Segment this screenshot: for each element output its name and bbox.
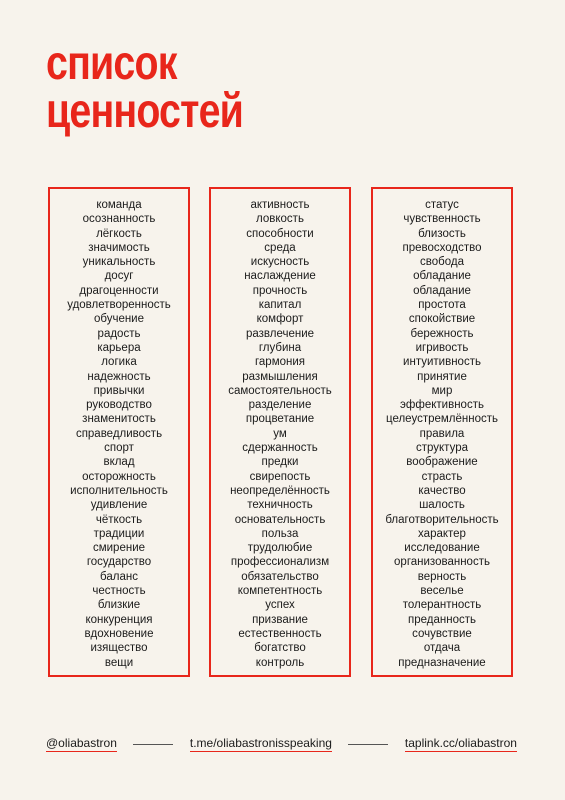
value-item: вещи	[104, 656, 134, 669]
values-list-2	[211, 198, 349, 670]
value-item: значимость	[88, 241, 150, 254]
value-item: профессионализм	[230, 556, 330, 569]
value-item: драгоценности	[79, 284, 159, 297]
value-item: развлечение	[245, 327, 315, 340]
value-item: толерантность	[402, 599, 482, 612]
value-item: спорт	[104, 442, 134, 455]
values-list-3	[373, 198, 511, 670]
value-item: капитал	[258, 299, 302, 312]
instagram-link[interactable]: @oliabastron	[46, 736, 117, 750]
value-item: руководство	[86, 399, 152, 412]
value-item: активность	[250, 199, 310, 211]
value-item: чёткость	[95, 513, 143, 526]
title-line-2: ценностей	[46, 85, 244, 138]
value-item: обладание	[413, 284, 471, 297]
value-item: процветание	[245, 413, 315, 426]
value-item: знаменитость	[82, 413, 156, 426]
value-item: ум	[273, 427, 287, 440]
value-item: надежность	[87, 370, 151, 383]
value-item: ловкость	[256, 213, 304, 226]
value-item: целеустремлённость	[386, 413, 498, 426]
value-item: обладание	[413, 270, 471, 283]
value-item: бережность	[410, 327, 474, 340]
value-item: воображение	[406, 456, 478, 469]
value-item: прочность	[252, 284, 308, 297]
value-item: предки	[261, 456, 299, 469]
value-item: страсть	[421, 470, 463, 483]
value-item: структура	[415, 442, 468, 455]
value-item: вдохновение	[84, 627, 154, 640]
value-item: трудолюбие	[247, 542, 313, 555]
value-item: обучение	[93, 313, 145, 326]
value-item: богатство	[254, 642, 306, 655]
value-item: успех	[265, 599, 295, 612]
value-item: спокойствие	[408, 313, 476, 326]
value-item: уникальность	[82, 256, 156, 269]
value-item: правила	[419, 427, 465, 440]
value-item: изящество	[90, 642, 148, 655]
value-item: благотворительность	[385, 513, 499, 526]
values-list-1	[50, 198, 188, 670]
value-item: шалость	[419, 499, 465, 512]
value-item: способности	[246, 227, 314, 240]
value-item: польза	[261, 527, 299, 540]
value-item: веселье	[420, 585, 464, 598]
value-item: статус	[425, 199, 459, 211]
value-item: предназначение	[398, 656, 486, 669]
value-item: досуг	[104, 270, 134, 283]
value-item: карьера	[97, 341, 141, 354]
value-item: конкуренция	[85, 613, 153, 626]
value-item: осознанность	[82, 213, 156, 226]
value-item: глубина	[258, 341, 302, 354]
value-item: чувственность	[403, 213, 481, 226]
value-item: призвание	[252, 613, 308, 626]
value-item: самостоятельность	[228, 384, 332, 397]
value-item: традиции	[93, 527, 145, 540]
footer	[46, 736, 517, 752]
value-item: контроль	[255, 656, 305, 669]
value-item: привычки	[93, 384, 145, 397]
value-item: мир	[431, 384, 453, 397]
footer-divider	[133, 744, 173, 745]
value-item: среда	[264, 241, 296, 254]
telegram-link[interactable]: t.me/oliabastronisspeaking	[189, 736, 332, 750]
value-item: естественность	[238, 627, 322, 640]
value-item: качество	[418, 484, 466, 497]
value-item: сочувствие	[412, 627, 472, 640]
value-item: игривость	[415, 341, 469, 354]
value-item: размышления	[242, 370, 318, 383]
values-column-2	[209, 187, 351, 677]
value-item: организованность	[394, 556, 490, 569]
value-item: смирение	[92, 542, 146, 555]
value-item: преданность	[408, 613, 476, 626]
value-item: осторожность	[82, 470, 156, 483]
value-item: основательность	[234, 513, 326, 526]
value-item: удовлетворенность	[67, 299, 171, 312]
value-item: превосходство	[402, 241, 482, 254]
taplink-link[interactable]: taplink.cc/oliabastron	[404, 736, 517, 750]
value-item: близость	[418, 227, 466, 240]
value-item: свирепость	[249, 470, 311, 483]
value-item: искусность	[250, 256, 310, 269]
value-item: удивление	[90, 499, 148, 512]
page-title	[46, 37, 244, 138]
value-item: интуитивность	[403, 356, 481, 369]
value-item: близкие	[97, 599, 141, 612]
value-item: простота	[418, 299, 466, 312]
value-item: разделение	[248, 399, 312, 412]
value-item: отдача	[423, 642, 461, 655]
value-item: исполнительность	[70, 484, 168, 497]
value-item: баланс	[100, 570, 138, 583]
value-item: обязательство	[241, 570, 319, 583]
value-item: вклад	[103, 456, 135, 469]
value-item: верность	[417, 570, 467, 583]
value-item: принятие	[417, 370, 467, 383]
value-item: свобода	[420, 256, 464, 269]
value-item: лёгкость	[96, 227, 142, 240]
title-line-1: список	[46, 37, 177, 90]
value-item: честность	[92, 585, 146, 598]
value-item: радость	[97, 327, 141, 340]
value-item: неопределённость	[230, 484, 330, 497]
value-item: техничность	[247, 499, 313, 512]
value-item: эффективность	[400, 399, 484, 412]
footer-divider	[348, 744, 388, 745]
value-item: исследование	[404, 542, 480, 555]
value-item: наслаждение	[244, 270, 316, 283]
value-item: логика	[101, 356, 137, 369]
value-item: гармония	[254, 356, 306, 369]
value-item: справедливость	[75, 427, 163, 440]
values-column-3	[371, 187, 513, 677]
value-item: характер	[418, 527, 466, 540]
value-item: комфорт	[256, 313, 304, 326]
value-item: команда	[96, 199, 142, 211]
value-item: компетентность	[237, 585, 323, 598]
values-column-1	[48, 187, 190, 677]
value-item: государство	[86, 556, 152, 569]
value-item: сдержанность	[242, 442, 318, 455]
